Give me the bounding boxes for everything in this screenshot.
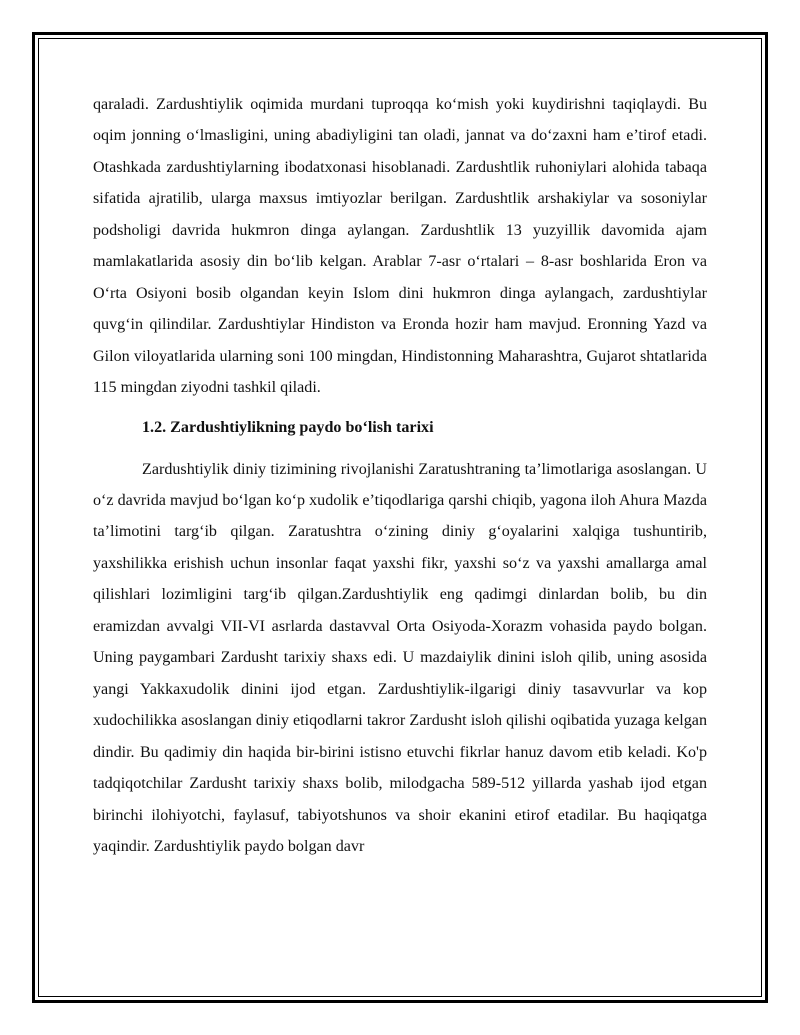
document-body: [93, 89, 707, 862]
paragraph: Zardushtiylik diniy tizimining rivojlanishi Zaratushtraning ta’limotlariga asoslangan. U o‘z davrida mavjud bo‘lgan ko‘p xudolik e’tiqodlariga qarshi chiqib, yagona iloh Ahura Mazda ta’limotini targ‘ib qilgan. Zaratushtra o‘zining diniy g‘oyalarini xalqiga tushuntirib, yaxshilikka erishish uchun insonlar faqat yaxshi fikr, yaxshi so‘z va yaxshi amallarga amal qilishlari lozimligini targ‘ib qilgan.Zardushtiylik eng qadimgi dinlardan bolib, bu din eramizdan avvalgi VII-VI asrlarda dastavval Orta Osiyoda-Xorazm vohasida paydo bolgan. Uning paygambari Zardusht tarixiy shaxs edi. U mazdaiylik dinini isloh qilib, uning asosida yangi Yakkaxudolik dinini ijod etgan. Zardushtiylik-ilgarigi diniy tasavvurlar va kop xudochilikka asoslangan diniy etiqodlarni takror Zardusht isloh qilishi oqibatida yuzaga kelgan dindir. Bu qadimiy din haqida bir-birini istisno etuvchi fikrlar hanuz davom etib keladi. Ko'p tadqiqotchilar Zardusht tarixiy shaxs bolib, milodgacha 589-512 yillarda yashab ijod etgan birinchi ilohiyotchi, faylasuf, tabiyotshunos va shoir ekanini etirof etadilar. Bu haqiqatga yaqindir. Zardushtiylik paydo bolgan davr: [93, 460, 707, 855]
section-heading: 1.2. Zardushtiylikning paydo bo‘lish tarixi: [142, 418, 434, 436]
paragraph: qaraladi. Zardushtiylik oqimida murdani tuproqqa ko‘mish yoki kuydirishni taqiqlaydi. Bu oqim jonning o‘lmasligini, uning abadiyligini tan oladi, jannat va do‘zaxni ham e’tirof etadi. Otashkada zardushtiylarning ibodatxonasi hisoblanadi. Zardushtlik ruhoniylari alohida tabaqa sifatida ajratilib, ularga maxsus imtiyozlar berilgan. Zardushtlik arshakiylar va sosoniylar podsholigi davrida hukmron dinga aylangan. Zardushtlik 13 yuzyillik davomida ajam mamlakatlarida asosiy din bo‘lib kelgan. Arablar 7-asr o‘rtalari – 8-asr boshlarida Eron va O‘rta Osiyoni bosib olgandan keyin Islom dini hukmron dinga aylangach, zardushtiylar quvg‘in qilindilar. Zardushtiylar Hindiston va Eronda hozir ham mavjud. Eronning Yazd va Gilon viloyatlarida ularning soni 100 mingdan, Hindistonning Maharashtra, Gujarot shtatlarida 115 mingdan ziyodni tashkil qiladi.: [93, 96, 707, 397]
